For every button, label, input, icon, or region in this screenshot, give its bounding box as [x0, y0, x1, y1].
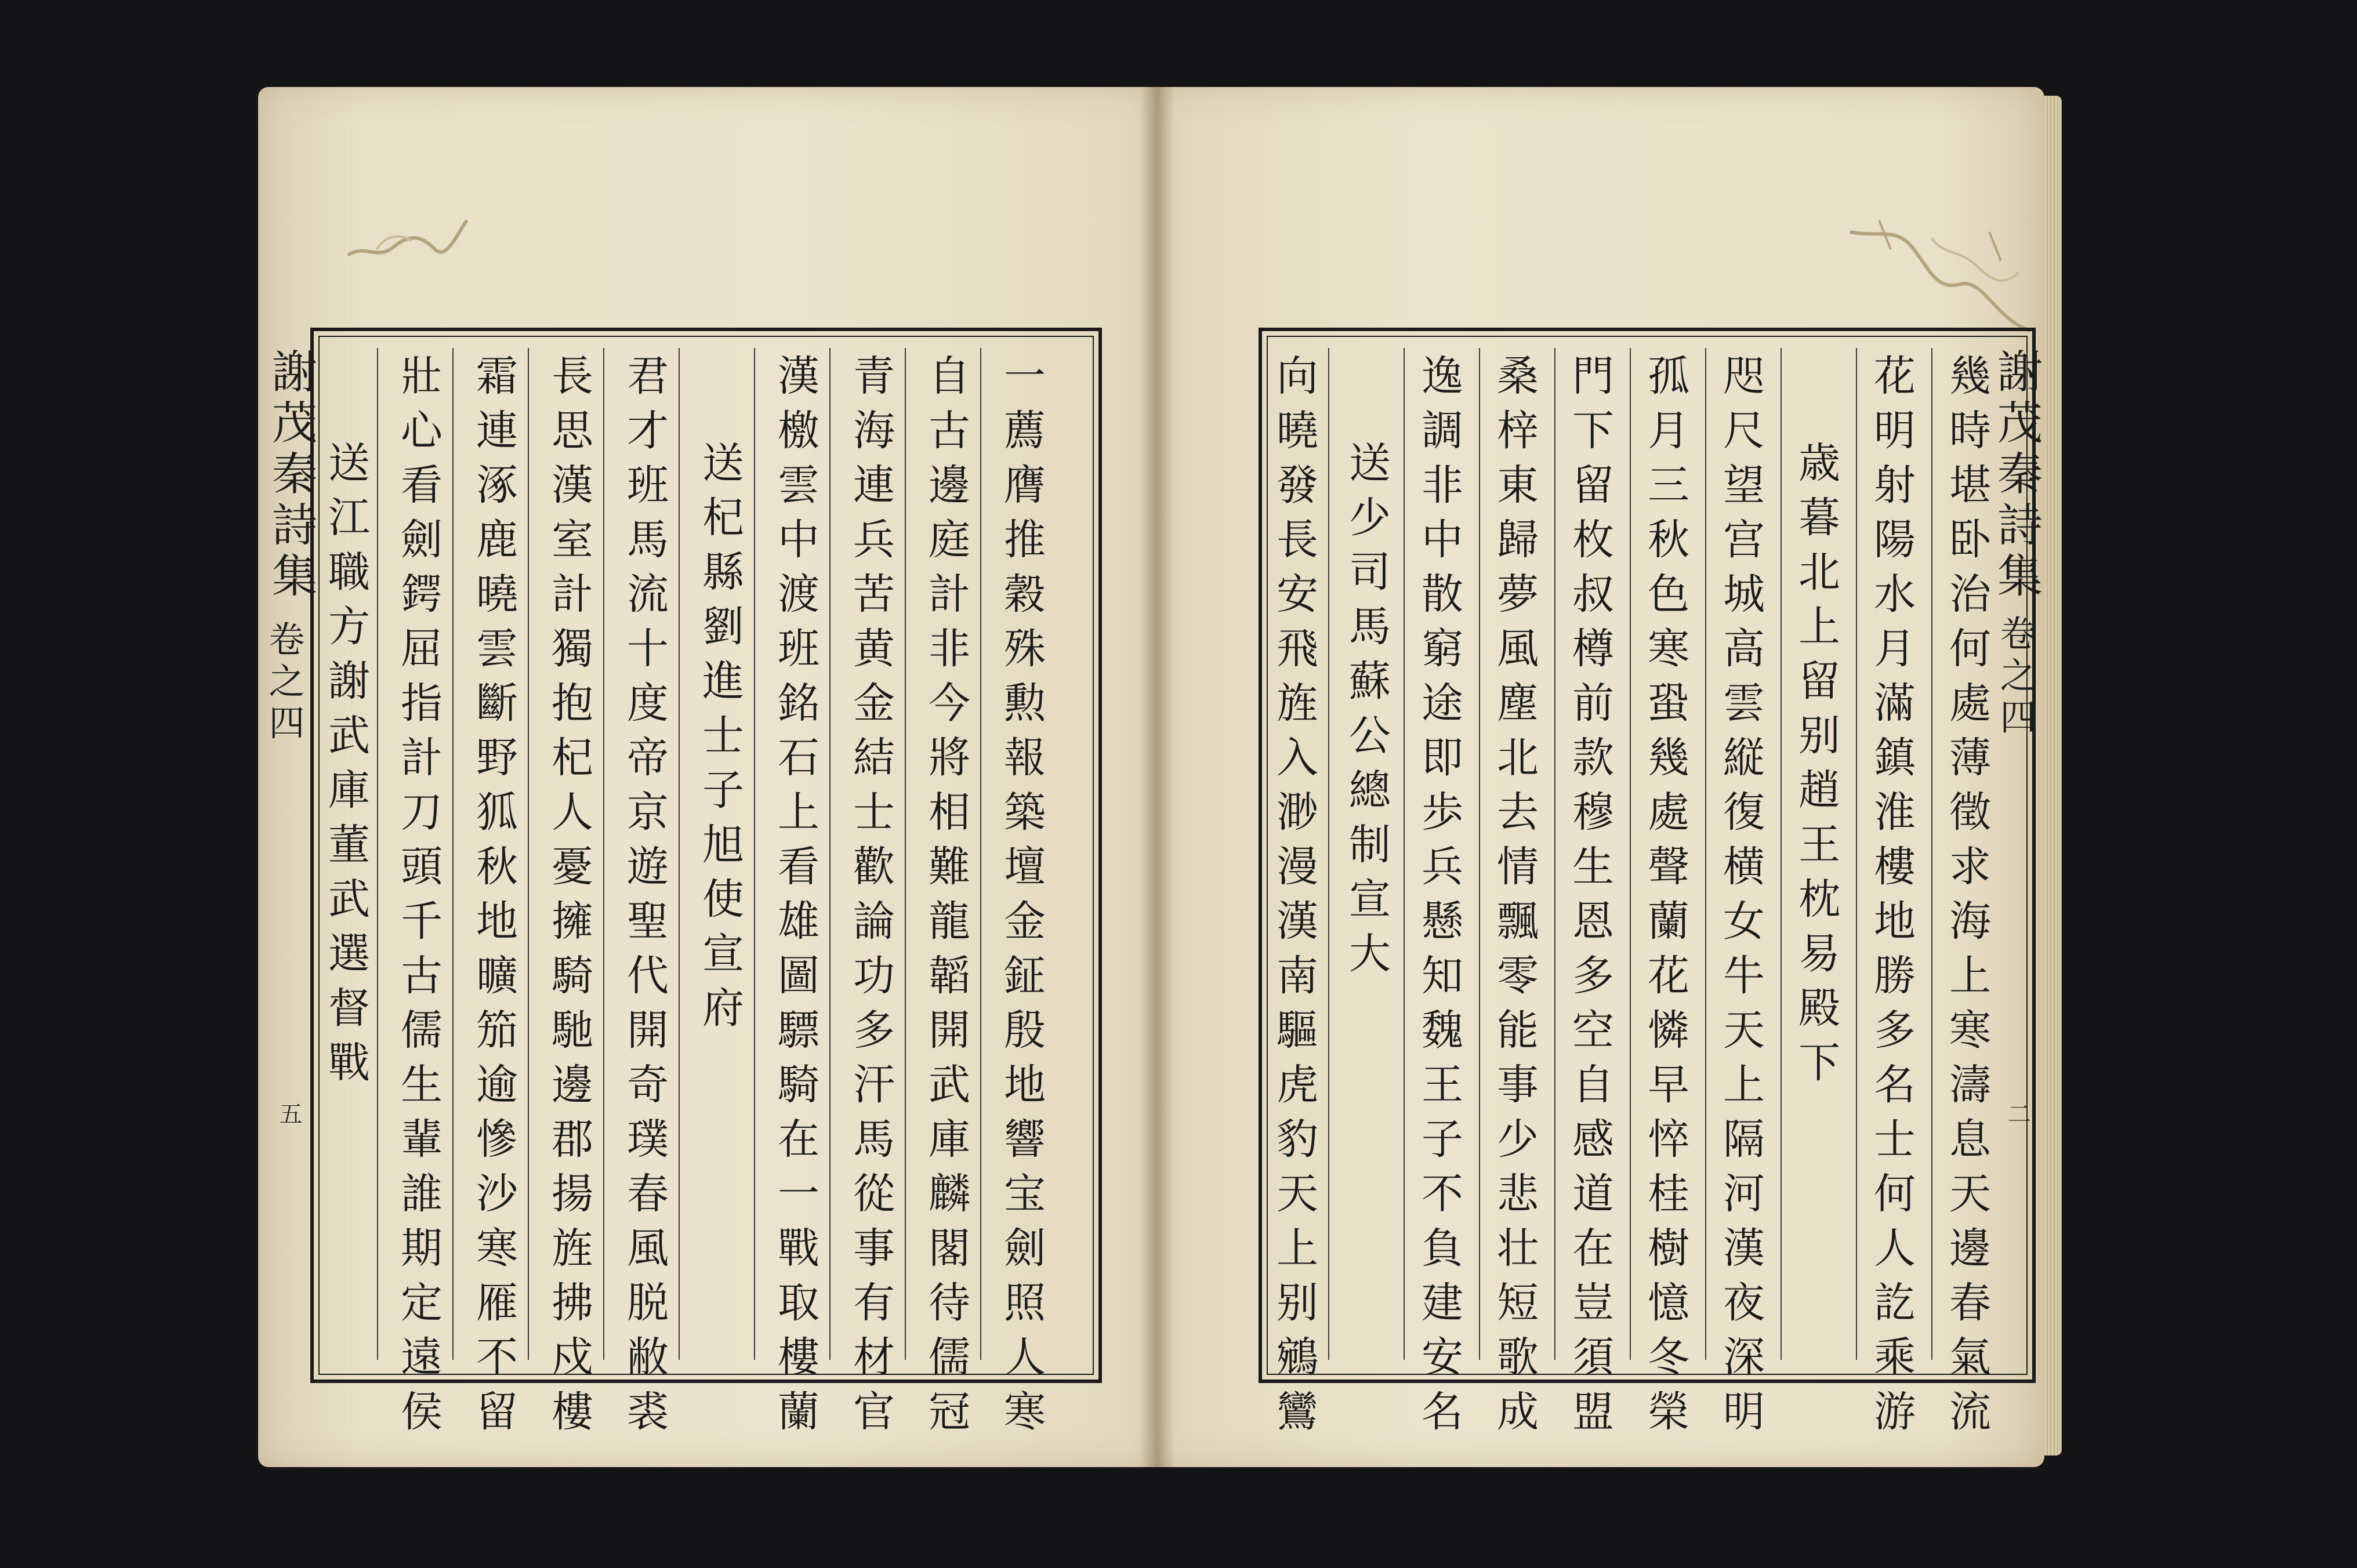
- page-edges: [2044, 96, 2062, 1456]
- left-text-column: 一薦膺推穀殊勲報築壇金鉦殷地響宝劍照人寒: [997, 354, 1046, 1444]
- column-rule: [1705, 348, 1706, 1360]
- right-chapter-label: 卷之四: [1994, 615, 2036, 740]
- left-text-column: 長思漢室計獨抱杞人憂擁騎馳邊郡揚旌拂戍樓: [545, 354, 593, 1444]
- right-text-column: 門下留枚叔樽前款穆生恩多空自感道在豈須盟: [1565, 354, 1614, 1444]
- column-rule: [1931, 348, 1932, 1360]
- column-rule: [528, 348, 529, 1360]
- right-text-column: 咫尺望宫城高雲縦復横女牛天上隔河漢夜深明: [1716, 354, 1765, 1444]
- right-text-column: 花明射陽水月滿鎮淮樓地勝多名士何人訖乘游: [1867, 354, 1916, 1444]
- left-text-column: 壯心看劍鍔屈指計刀頭千古儒生輩誰期定遠侯: [394, 354, 443, 1444]
- column-rule: [1630, 348, 1631, 1360]
- column-rule: [603, 348, 604, 1360]
- column-rule: [829, 348, 831, 1360]
- column-rule: [452, 348, 454, 1360]
- right-text-column: 桑梓東歸夢風塵北去情飄零能事少悲壮短歌成: [1490, 354, 1539, 1444]
- column-rule: [1404, 348, 1405, 1360]
- left-text-column: 霜連涿鹿曉雲斷野狐秋地曠笳逾慘沙寒雁不留: [469, 354, 518, 1444]
- paper-damage-left: [342, 215, 470, 267]
- paper-damage-right: [1844, 215, 2036, 342]
- column-rule: [1856, 348, 1857, 1360]
- right-folio: 二: [2004, 1102, 2030, 1125]
- left-text-column: 漢檄雲中渡班銘石上看雄圖驃騎在一戰取樓蘭: [771, 354, 819, 1444]
- book-gutter: [1140, 87, 1174, 1467]
- left-text-column: 送杞縣劉進士子旭使宣府: [695, 441, 744, 1040]
- left-chapter-label: 卷之四: [263, 620, 305, 746]
- left-text-column: 送江職方謝武庫董武選督戰: [321, 441, 370, 1095]
- left-book-title: 謝茂秦詩集: [264, 348, 317, 603]
- left-folio: 五: [275, 1102, 302, 1125]
- left-text-column: 君才班馬流十度帝京遊聖代開奇璞春風脱敝裘: [620, 354, 669, 1444]
- right-text-column: 幾時堪卧治何處薄徵求海上寒濤息天邊春氣流: [1942, 354, 1991, 1444]
- column-rule: [1479, 348, 1480, 1360]
- column-rule: [980, 348, 981, 1360]
- right-text-column: 歳暮北上留别趙王枕易殿下: [1792, 441, 1840, 1095]
- right-text-column: 送少司馬蘇公總制宣大: [1342, 441, 1391, 986]
- right-text-column: 逸調非中散窮途即歩兵懸知魏王子不負建安名: [1415, 354, 1463, 1444]
- column-rule: [1554, 348, 1555, 1360]
- column-rule: [754, 348, 755, 1360]
- left-text-column: 青海連兵苦黄金結士歡論功多汗馬從事有材官: [846, 354, 895, 1444]
- column-rule: [1781, 348, 1782, 1360]
- column-rule: [1328, 348, 1329, 1360]
- column-rule: [377, 348, 378, 1360]
- column-rule: [905, 348, 906, 1360]
- right-text-column: 孤月三秋色寒蛩幾處聲蘭花憐早悴桂樹憶冬榮: [1641, 354, 1689, 1444]
- left-text-column: 自古邊庭計非今將相難龍韜開武庫麟閣待儒冠: [922, 354, 970, 1444]
- right-book-title: 謝茂秦詩集: [1990, 348, 2042, 603]
- column-rule: [679, 348, 680, 1360]
- right-text-column: 向曉發長安飛旌入渺漫漢南驅虎豹天上别鵷鸞: [1270, 354, 1318, 1444]
